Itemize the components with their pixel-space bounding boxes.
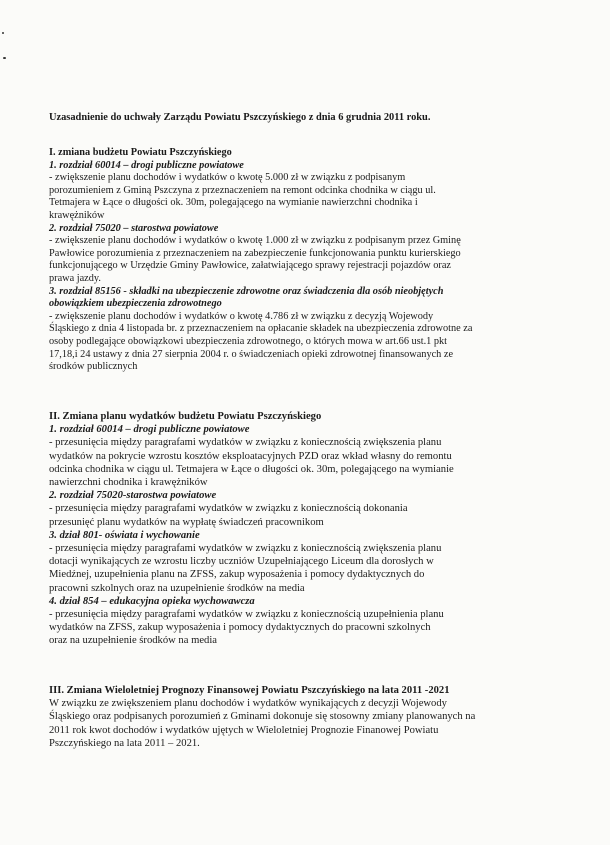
text-line: dotacji wynikających ze wzrostu liczby uczniów Uzupełniającego Liceum dla dorosłych w	[49, 556, 434, 568]
budget-item	[49, 529, 569, 595]
budget-item	[49, 286, 569, 374]
text-line: wydatków na pokrycie wzrostu kosztów eksploatacyjnych PZD oraz wkład własny do remontu	[49, 450, 452, 462]
text-line: funkcjonującego w Urzędzie Gminy Pawłowice, załatwiającego sprawy rejestracji pojazdów oraz	[49, 260, 451, 272]
section-heading: I. zmiana budżetu Powiatu Pszczyńskiego	[49, 147, 232, 158]
text-line: Pawłowice porozumienia z przeznaczeniem na zabezpieczenie funkcjonowania punktu kurierskiego	[49, 247, 461, 259]
text-line: Śląskiego oraz podpisanych porozumień z Gminami dokonuje się stosowny zmiany planowanych na	[49, 711, 476, 723]
text-line: prawa jazdy.	[49, 272, 101, 284]
text-line: odcinka chodnika w ciągu ul. Tetmajera w Łące o długości ok. 30m, polegającego na wymianie	[49, 463, 454, 475]
text-line: osoby podlegające obowiązkowi ubezpieczenia zdrowotnego, o których mowa w art.66 ust.1 pkt	[49, 335, 448, 347]
text-line: 2011 rok kwot dochodów i wydatków ujętych w Wieloletniej Prognozie Finanowej Powiatu	[49, 724, 439, 736]
text-line: nawierzchni chodnika i krawężników	[49, 477, 208, 489]
text-line: - przesunięcia między paragrafami wydatków w związku z koniecznością dokonania	[49, 503, 408, 515]
item-subheading: 2. rozdział 75020 – starostwa powiatowe	[49, 222, 219, 234]
item-subheading-continued: obowiązkiem ubezpieczenia zdrowotnego	[49, 298, 222, 310]
text-line: - zwiększenie planu dochodów i wydatków o kwotę 1.000 zł w związku z podpisanym przez Gminę	[49, 235, 461, 247]
section-forecast-change	[49, 684, 569, 750]
text-line: porozumieniem z Gminą Pszczyna z przeznaczeniem na remont odcinka chodnika w ciągu ul.	[49, 184, 436, 196]
text-line: przesunięć planu wydatków na wypłatę świadczeń pracownikom	[49, 516, 324, 528]
text-line: Miedźnej, uzupełnienia planu na ZFSS, zakup wyposażenia i pomocy dydaktycznych do	[49, 569, 425, 581]
section-heading: III. Zmiana Wieloletniej Prognozy Finansowej Powiatu Pszczyńskiego na lata 2011 -2021	[49, 685, 450, 696]
text-line: wydatków na ZFSS, zakup wyposażenia i pomocy dydaktycznych do pracowni szkolnych	[49, 622, 431, 634]
item-subheading: 1. rozdział 60014 – drogi publiczne powiatowe	[49, 424, 250, 436]
text-line: Tetmajera w Łące o długości ok. 30m, polegającego na wymianie nawierzchni chodnika i	[49, 197, 418, 209]
item-subheading: 4. dział 854 – edukacyjna opieka wychowawcza	[49, 595, 255, 607]
scan-speck	[2, 32, 4, 34]
text-line: 17,18,i 24 ustawy z dnia 27 sierpnia 2004 r. o świadczeniach opieki zdrowotnej finansowanych ze	[49, 348, 454, 360]
text-line: Śląskiego z dnia 4 listopada br. z przeznaczeniem na opłacanie składek na ubezpieczenia zdrowotne za	[49, 323, 473, 335]
text-line: - przesunięcia między paragrafami wydatków w związku z koniecznością zwiększenia planu	[49, 543, 442, 555]
section-expenditure-change	[49, 410, 569, 648]
budget-item	[49, 423, 569, 489]
budget-item	[49, 160, 569, 223]
section-heading: II. Zmiana planu wydatków budżetu Powiatu Pszczyńskiego	[49, 411, 322, 422]
scan-speck	[3, 57, 6, 59]
text-line: - zwiększenie planu dochodów i wydatków o kwotę 4.786 zł w związku z decyzją Wojewody	[49, 310, 434, 322]
text-line: środków publicznych	[49, 361, 138, 373]
text-line: - przesunięcia między paragrafami wydatków w związku z koniecznością uzupełnienia planu	[49, 609, 444, 621]
item-subheading: 3. dział 801- oświata i wychowanie	[49, 529, 200, 541]
text-line: oraz na uzupełnienie środków na media	[49, 635, 217, 647]
text-line: pracowni szkolnych oraz na uzupełnienie środków na media	[49, 582, 305, 594]
text-line: - przesunięcia między paragrafami wydatków w związku z koniecznością zwiększenia planu	[49, 437, 442, 449]
budget-item	[49, 595, 569, 648]
text-line: krawężników	[49, 209, 105, 221]
budget-item	[49, 489, 569, 529]
budget-item	[49, 223, 569, 286]
text-line: W związku ze zwiększeniem planu dochodów i wydatków wynikających z decyzji Wojewody	[49, 698, 447, 710]
text-line: Pszczyńskiego na lata 2011 – 2021.	[49, 737, 200, 749]
item-subheading: 2. rozdział 75020-starostwa powiatowe	[49, 490, 217, 502]
text-line: - zwiększenie planu dochodów i wydatków o kwotę 5.000 zł w związku z podpisanym	[49, 172, 406, 184]
document-title: Uzasadnienie do uchwały Zarządu Powiatu Pszczyńskiego z dnia 6 grudnia 2011 roku.	[49, 112, 431, 123]
item-subheading: 3. rozdział 85156 - składki na ubezpieczenie zdrowotne oraz świadczenia dla osób nieobjętych	[49, 285, 444, 297]
section-budget-change	[49, 147, 569, 374]
item-subheading: 1. rozdział 60014 – drogi publiczne powiatowe	[49, 159, 244, 171]
